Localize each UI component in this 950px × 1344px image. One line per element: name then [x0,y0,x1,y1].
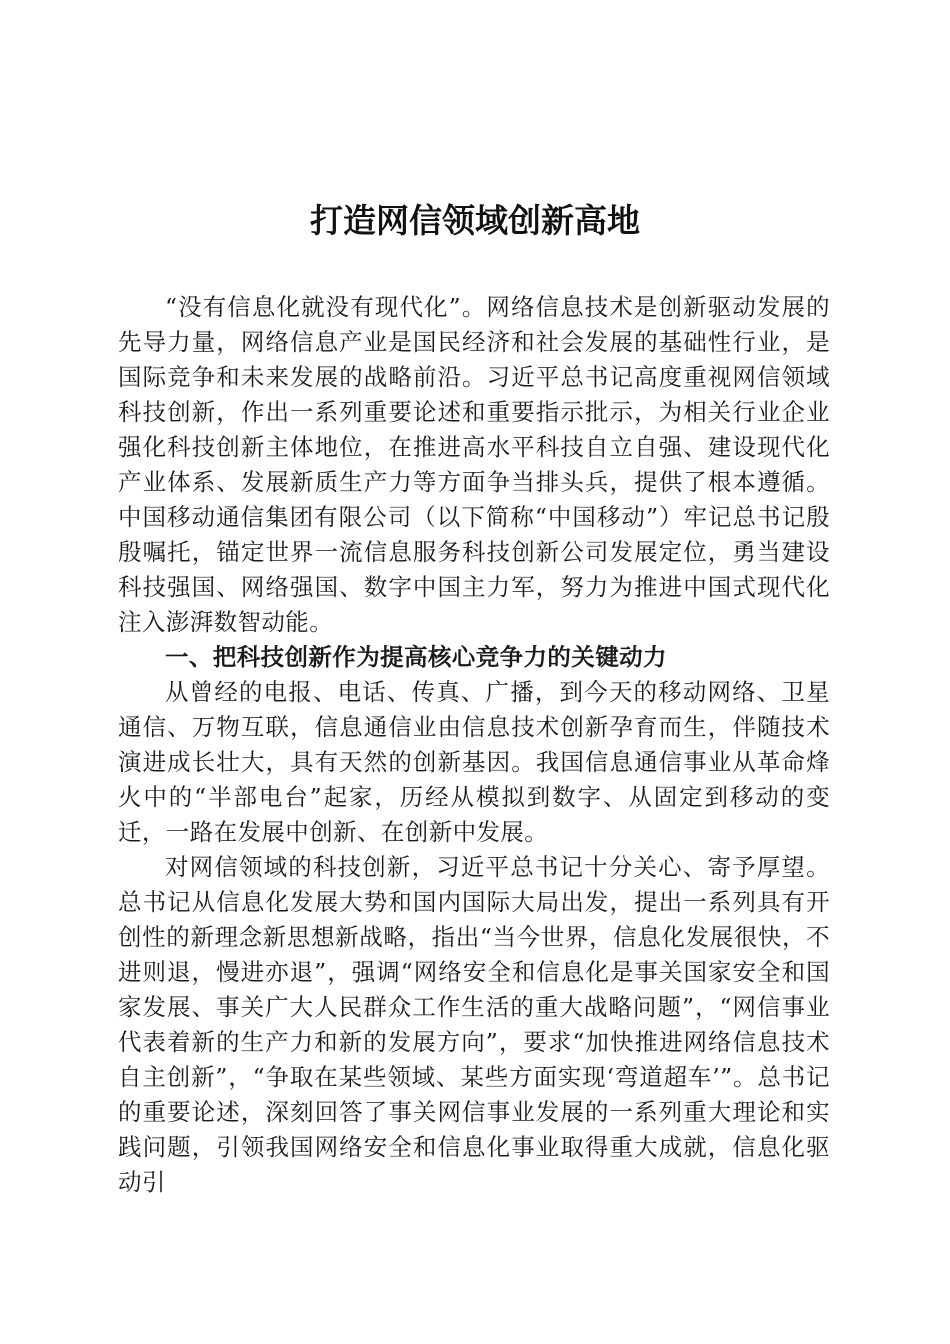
intro-paragraph: “没有信息化就没有现代化”。网络信息技术是创新驱动发展的先导力量，网络信息产业是国民经济和社会发展的基础性行业，是国际竞争和未来发展的战略前沿。习近平总书记高度重视网信领域科技创新，作出一系列重要论述和重要指示批示，为相关行业企业强化科技创新主体地位，在推进高水平科技自立自强、建设现代化产业体系、发展新质生产力等方面争当排头兵，提供了根本遵循。中国移动通信集团有限公司（以下简称“中国移动”）牢记总书记殷殷嘱托，锚定世界一流信息服务科技创新公司发展定位，勇当建设科技强国、网络强国、数字中国主力军，努力为推进中国式现代化注入澎湃数智动能。 [118,293,830,636]
section-heading-1: 一、把科技创新作为提高核心竞争力的关键动力 [165,643,667,671]
section1-paragraph-1: 从曾经的电报、电话、传真、广播，到今天的移动网络、卫星通信、万物互联，信息通信业由信息技术创新孕育而生，伴随技术演进成长壮大，具有天然的创新基因。我国信息通信事业从革命烽火中的“半部电台”起家，历经从模拟到数字、从固定到移动的变迁，一路在发展中创新、在创新中发展。 [118,678,830,846]
document-body [118,290,830,1200]
document-title: 打造网信领域创新高地 [310,201,640,240]
section1-paragraph-2: 对网信领域的科技创新，习近平总书记十分关心、寄予厚望。总书记从信息化发展大势和国内国际大局出发，提出一系列具有开创性的新理念新思想新战略，指出“当今世界，信息化发展很快，不进则退，慢进亦退”，强调“网络安全和信息化是事关国家安全和国家发展、事关广大人民群众工作生活的重大战略问题”，“网信事业代表着新的生产力和新的发展方向”，要求“加快推进网络信息技术自主创新”，“争取在某些领域、某些方面实现‘弯道超车’”。总书记的重要论述，深刻回答了事关网信事业发展的一系列重大理论和实践问题，引领我国网络安全和信息化事业取得重大成就，信息化驱动引 [118,853,830,1196]
